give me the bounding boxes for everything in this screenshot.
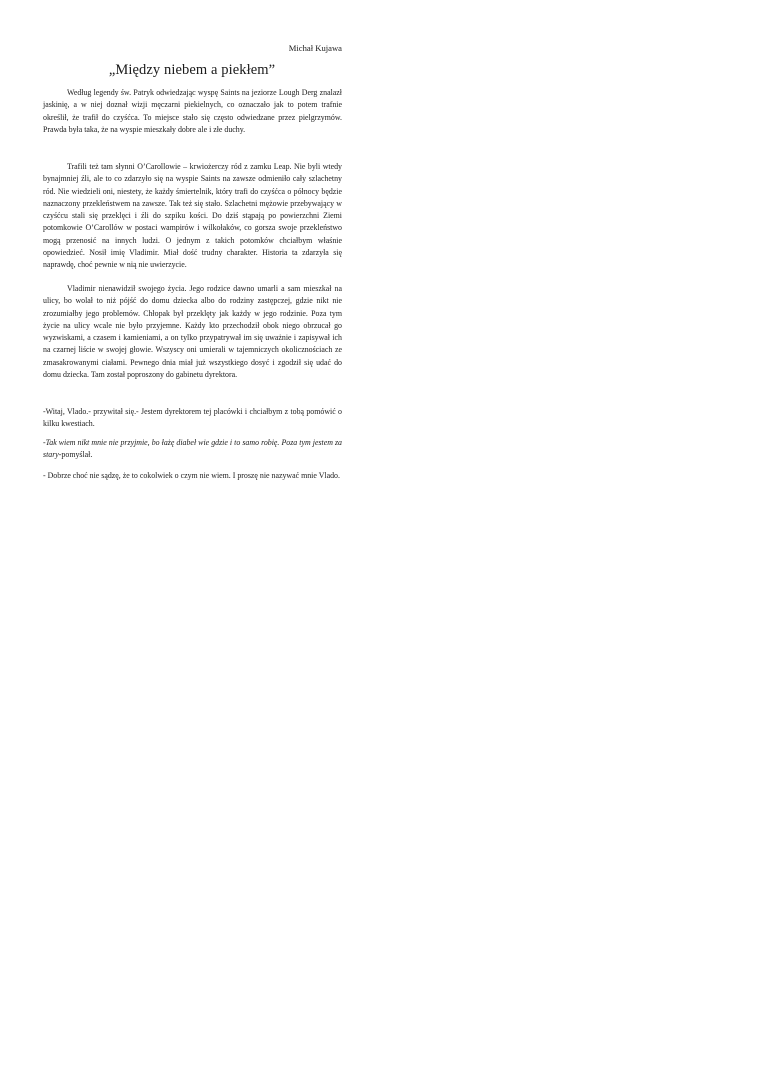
- paragraph-legend: Według legendy św. Patryk odwiedzając wyspę Saints na jeziorze Lough Derg znalazł jaskinię, a w niej doznał wizji męczarni piekielnych, co oznaczało jak to potem trafnie określił, że trafił do czyśćca. To miejsce stało się często odwiedzane przez pielgrzymów. Prawda była taka, że na wyspie mieszkały dobre ale i złe duchy.: [43, 88, 342, 134]
- right-page: [384, 0, 768, 543]
- paragraph-vladimir: Vladimir nienawidził swojego życia. Jego rodzice dawno umarli a sam mieszkał na ulicy, bo wolał to niż pójść do domu dziecka albo do rodziny zastępczej, gdzie nikt nie zrozumiałby jego problemów. Chłopak był przeklęty jak każdy w jego rodzinie. Poza tym życie na ulicy wcale nie było przyjemne. Każdy kto przechodził obok niego obrzucał go wyzwiskami, a czasem i kamieniami, a on tylko przypatrywał im się uważnie i zapisywał ich na czarnej liście w swojej głowie. Wszyscy oni umierali w tajemniczych okolicznościach ze zmasakrowanymi ciałami. Pewnego dnia miał już wszystkiego dosyć i zgodził się udać do domu dziecka. Tam został poproszony do gabinetu dyrektora.: [43, 284, 342, 380]
- author-name: Michał Kujawa: [288, 43, 342, 53]
- thought-text: -Tak wiem nikt mnie nie przyjmie, bo łażę diabeł wie gdzie i to samo robię. Poza tym jestem za stary-: [43, 438, 342, 460]
- paragraph-ocarolls: Trafili też tam słynni O’Carollowie – krwiożerczy ród z zamku Leap. Nie byli wtedy bynajmniej źli, ale to co zdarzyło się na wyspie Saints na zawsze odmieniło cały szlachetny ród. Nie wiedzieli oni, niestety, że każdy śmiertelnik, który trafi do czyśćca o północy będzie naznaczony przekleństwem na zawsze. Tak też się stało. Szlachetni mężowie przebywający w czyśćcu stali się przeklęci i źli do szpiku kości. Do dziś stąpają po powierzchni Ziemi potomkowie O’Carollów w postaci wampirów i wilkołaków, co gorsza swoje przekleństwo mogą przenosić na innych ludzi. O jednym z takich potomków chciałbym właśnie opowiedzieć. Nosił imię Vladimir. Miał dość trudny charakter. Historia ta zdarzyła się naprawdę, choć pewnie w nią nie uwierzycie.: [43, 162, 342, 270]
- paragraph-dialogue-thought: [43, 437, 342, 462]
- paragraph-dialogue-greeting: -Witaj, Vlado.- przywitał się.- Jestem dyrektorem tej placówki i chciałbym z tobą pomówić o kilku kwestiach.: [43, 407, 342, 429]
- thought-tag: pomyślał.: [61, 450, 93, 460]
- left-page: [0, 0, 384, 543]
- story-title: „Między niebem a piekłem”: [108, 62, 276, 78]
- paragraph-dialogue-reply: - Dobrze choć nie sądzę, że to cokolwiek o czym nie wiem. I proszę nie nazywać mnie Vlado.: [43, 471, 340, 480]
